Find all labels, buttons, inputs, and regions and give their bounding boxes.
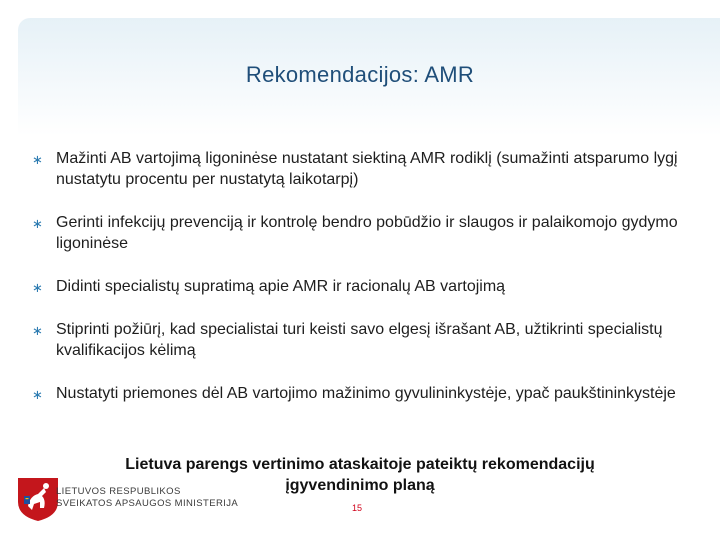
bullet-item	[32, 212, 696, 254]
bullet-item	[32, 383, 696, 404]
slide-title: Rekomendacijos: AMR	[245, 62, 475, 87]
bullet-text: Nustatyti priemones dėl AB vartojimo mažinimo gyvulininkystėje, ypač paukštininkystėje	[56, 385, 676, 402]
bullet-item	[32, 276, 696, 297]
bullet-marker-icon: ∗	[32, 323, 43, 338]
page-number: 15	[352, 503, 363, 513]
bullet-marker-icon: ∗	[32, 387, 43, 402]
ministry-line-2: SVEIKATOS APSAUGOS MINISTERIJA	[56, 498, 239, 509]
ministry-name	[56, 486, 238, 510]
bullet-text: Gerinti infekcijų prevenciją ir kontrolę bendro pobūdžio ir slaugos ir palaikomojo gydymo ligoninėse	[56, 214, 678, 252]
bullet-list	[32, 148, 696, 426]
bullet-item	[32, 319, 696, 361]
ministry-line-1: LIETUVOS RESPUBLIKOS	[56, 486, 181, 497]
bullet-text: Mažinti AB vartojimą ligoninėse nustatant siektiną AMR rodiklį (sumažinti atsparumo lygį nustatytu procentu per nustatytą laikotarpį)	[56, 150, 678, 188]
summary-note: Lietuva parengs vertinimo ataskaitoje pateiktų rekomendacijų įgyvendinimo planą	[125, 456, 595, 494]
lithuania-coat-of-arms-icon	[16, 476, 60, 522]
bullet-marker-icon: ∗	[32, 216, 43, 231]
bullet-marker-icon: ∗	[32, 280, 43, 295]
bullet-text: Didinti specialistų supratimą apie AMR ir racionalų AB vartojimą	[56, 278, 506, 295]
bullet-marker-icon: ∗	[32, 152, 43, 167]
bullet-item	[32, 148, 696, 190]
bullet-text: Stiprinti požiūrį, kad specialistai turi keisti savo elgesį išrašant AB, užtikrinti specialistų kvalifikacijos kėlimą	[56, 321, 663, 359]
